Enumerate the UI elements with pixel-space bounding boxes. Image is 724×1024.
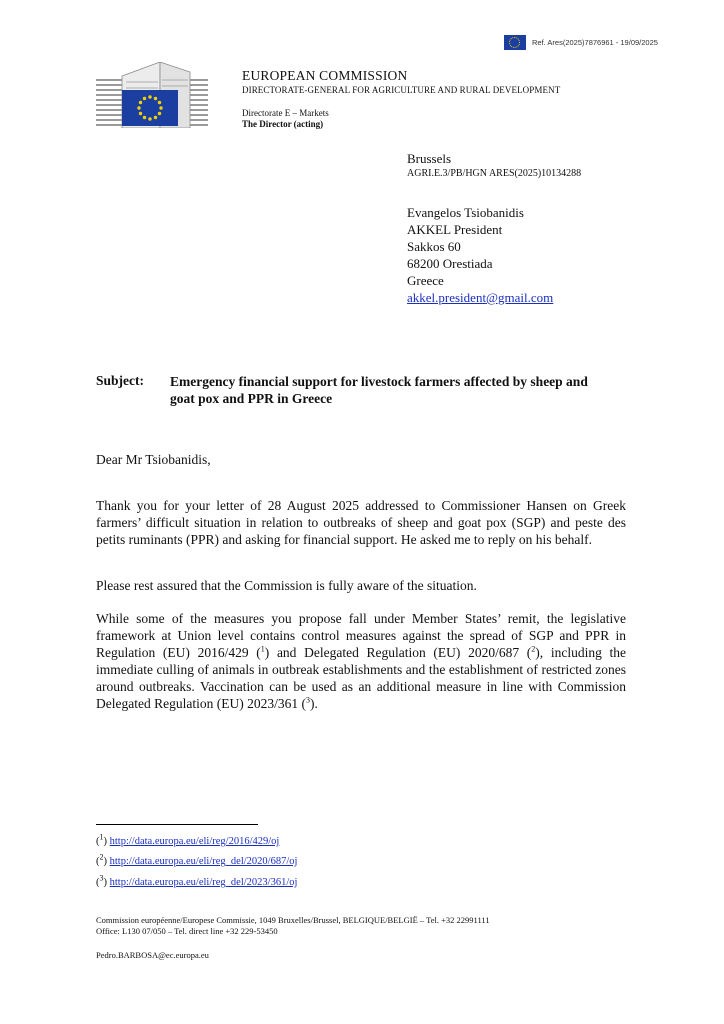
paragraph-text: ), including the immediate culling of animals in outbreak establishments and the establishment of restricted zones around outbreaks. Vaccination can be used as an additional measure in line with Commission Delegated Regulation (EU) 2023/361 (	[96, 645, 626, 711]
footer-office: Office: L130 07/050 – Tel. direct line +32 229-53450	[96, 926, 278, 936]
footnote-number: 3	[99, 873, 104, 883]
ares-reference: Ref. Ares(2025)7876961 - 19/09/2025	[532, 37, 658, 47]
footnote-number: 2	[99, 852, 104, 862]
directorate: Directorate E – Markets	[242, 108, 329, 118]
salutation: Dear Mr Tsiobanidis,	[96, 452, 211, 467]
recipient-country: Greece	[407, 273, 444, 288]
recipient-title: AKKEL President	[407, 222, 503, 237]
recipient-name: Evangelos Tsiobanidis	[407, 205, 524, 220]
footer-address: Commission européenne/Europese Commissie, 1049 Bruxelles/Brussel, BELGIQUE/BELGIË – Tel. +32 22991111	[96, 915, 490, 925]
recipient-postcode-city: 68200 Orestiada	[407, 256, 493, 271]
director-role: The Director (acting)	[242, 119, 324, 129]
recipient-email-link[interactable]: akkel.president@gmail.com	[407, 290, 554, 305]
footnote-1: ($^1$) http://data.europa.eu/eli/reg/2016/429/oj	[96, 832, 280, 847]
subject-label: Subject:	[96, 373, 144, 388]
footnote-2: ($^2$) http://data.europa.eu/eli/reg_del/2020/687/oj	[96, 852, 298, 867]
footnote-number: 1	[99, 832, 104, 842]
footnote-ref-3: 3	[305, 695, 310, 705]
body-paragraph-3	[96, 610, 626, 712]
letter-city: Brussels	[407, 151, 452, 166]
paragraph-text: ) and Delegated Regulation (EU) 2020/687 (	[264, 645, 532, 660]
recipient-street: Sakkos 60	[407, 239, 461, 254]
recipient-address	[407, 204, 553, 306]
letter-reference: AGRI.E.3/PB/HGN ARES(2025)10134288	[407, 168, 582, 179]
footnote-link[interactable]: http://data.europa.eu/eli/reg_del/2023/361/oj	[109, 877, 298, 888]
paragraph-text: ).	[309, 696, 318, 711]
body-paragraph-1: Thank you for your letter of 28 August 2025 addressed to Commissioner Hansen on Greek farmers’ difficult situation in relation to outbreaks of sheep and goat pox (SGP) and peste des petits ruminants (PPR) and asking for financial support. He asked me to reply on his behalf.	[96, 498, 626, 547]
paragraph-text: While some of the measures you propose fall under Member States’ remit, the legislative framework at Union level contains control measures against the spread of SGP and PPR in Regulation (EU) 2016/429 (	[96, 611, 626, 660]
body-paragraph-2: Please rest assured that the Commission is fully aware of the situation.	[96, 578, 477, 593]
footnote-3: ($^3$) http://data.europa.eu/eli/reg_del/2023/361/oj	[96, 873, 298, 888]
footnote-link[interactable]: http://data.europa.eu/eli/reg_del/2020/687/oj	[109, 856, 298, 867]
footnote-divider	[96, 824, 258, 825]
directorate-general: DIRECTORATE-GENERAL FOR AGRICULTURE AND RURAL DEVELOPMENT	[242, 85, 561, 95]
ares-stamp	[504, 34, 658, 50]
footnote-ref-1: 1	[260, 644, 265, 654]
european-commission-logo	[96, 62, 208, 128]
footnote-ref-2: 2	[531, 644, 536, 654]
footer-email: Pedro.BARBOSA@ec.europa.eu	[96, 950, 209, 960]
subject-text: Emergency financial support for livestock farmers affected by sheep and goat pox and PPR in Greece	[170, 374, 588, 406]
organization-name: EUROPEAN COMMISSION	[242, 68, 408, 83]
eu-flag-icon	[504, 35, 526, 50]
footnote-link[interactable]: http://data.europa.eu/eli/reg/2016/429/oj	[109, 836, 280, 847]
